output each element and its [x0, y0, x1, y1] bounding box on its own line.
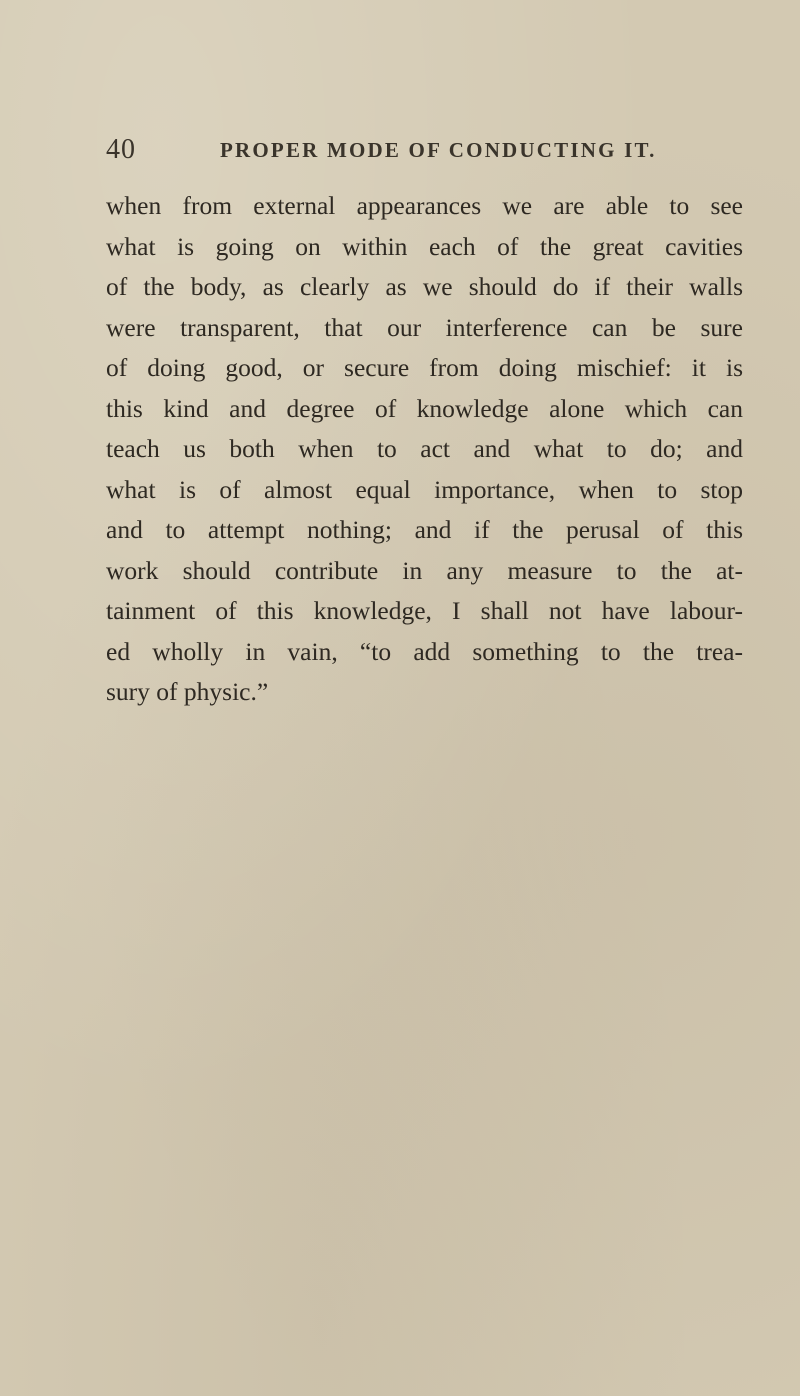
text-line: ed wholly in vain, “to add something to the trea-: [106, 636, 743, 666]
page-number: 40: [106, 134, 136, 165]
text-line: teach us both when to act and what to do; and: [106, 434, 743, 463]
running-title: PROPER MODE OF CONDUCTING IT.: [220, 138, 657, 162]
text-line: work should contribute in any measure to the at-: [106, 555, 743, 585]
page-header: [106, 134, 746, 174]
text-line: when from external appearances we are able to see: [106, 191, 743, 220]
text-line: tainment of this knowledge, I shall not have labour-: [106, 596, 743, 625]
body-paragraph: [106, 186, 743, 713]
text-line: what is of almost equal importance, when to stop: [106, 474, 743, 504]
text-line: of the body, as clearly as we should do if their walls: [106, 272, 743, 301]
text-line: this kind and degree of knowledge alone which can: [106, 393, 743, 423]
text-line: of doing good, or secure from doing mischief: it is: [106, 353, 743, 382]
text-line: and to attempt nothing; and if the perusal of this: [106, 515, 743, 544]
text-line: what is going on within each of the great cavities: [106, 231, 743, 261]
text-line: were transparent, that our interference can be sure: [106, 312, 743, 342]
text-line-final: sury of physic.”: [106, 677, 269, 706]
